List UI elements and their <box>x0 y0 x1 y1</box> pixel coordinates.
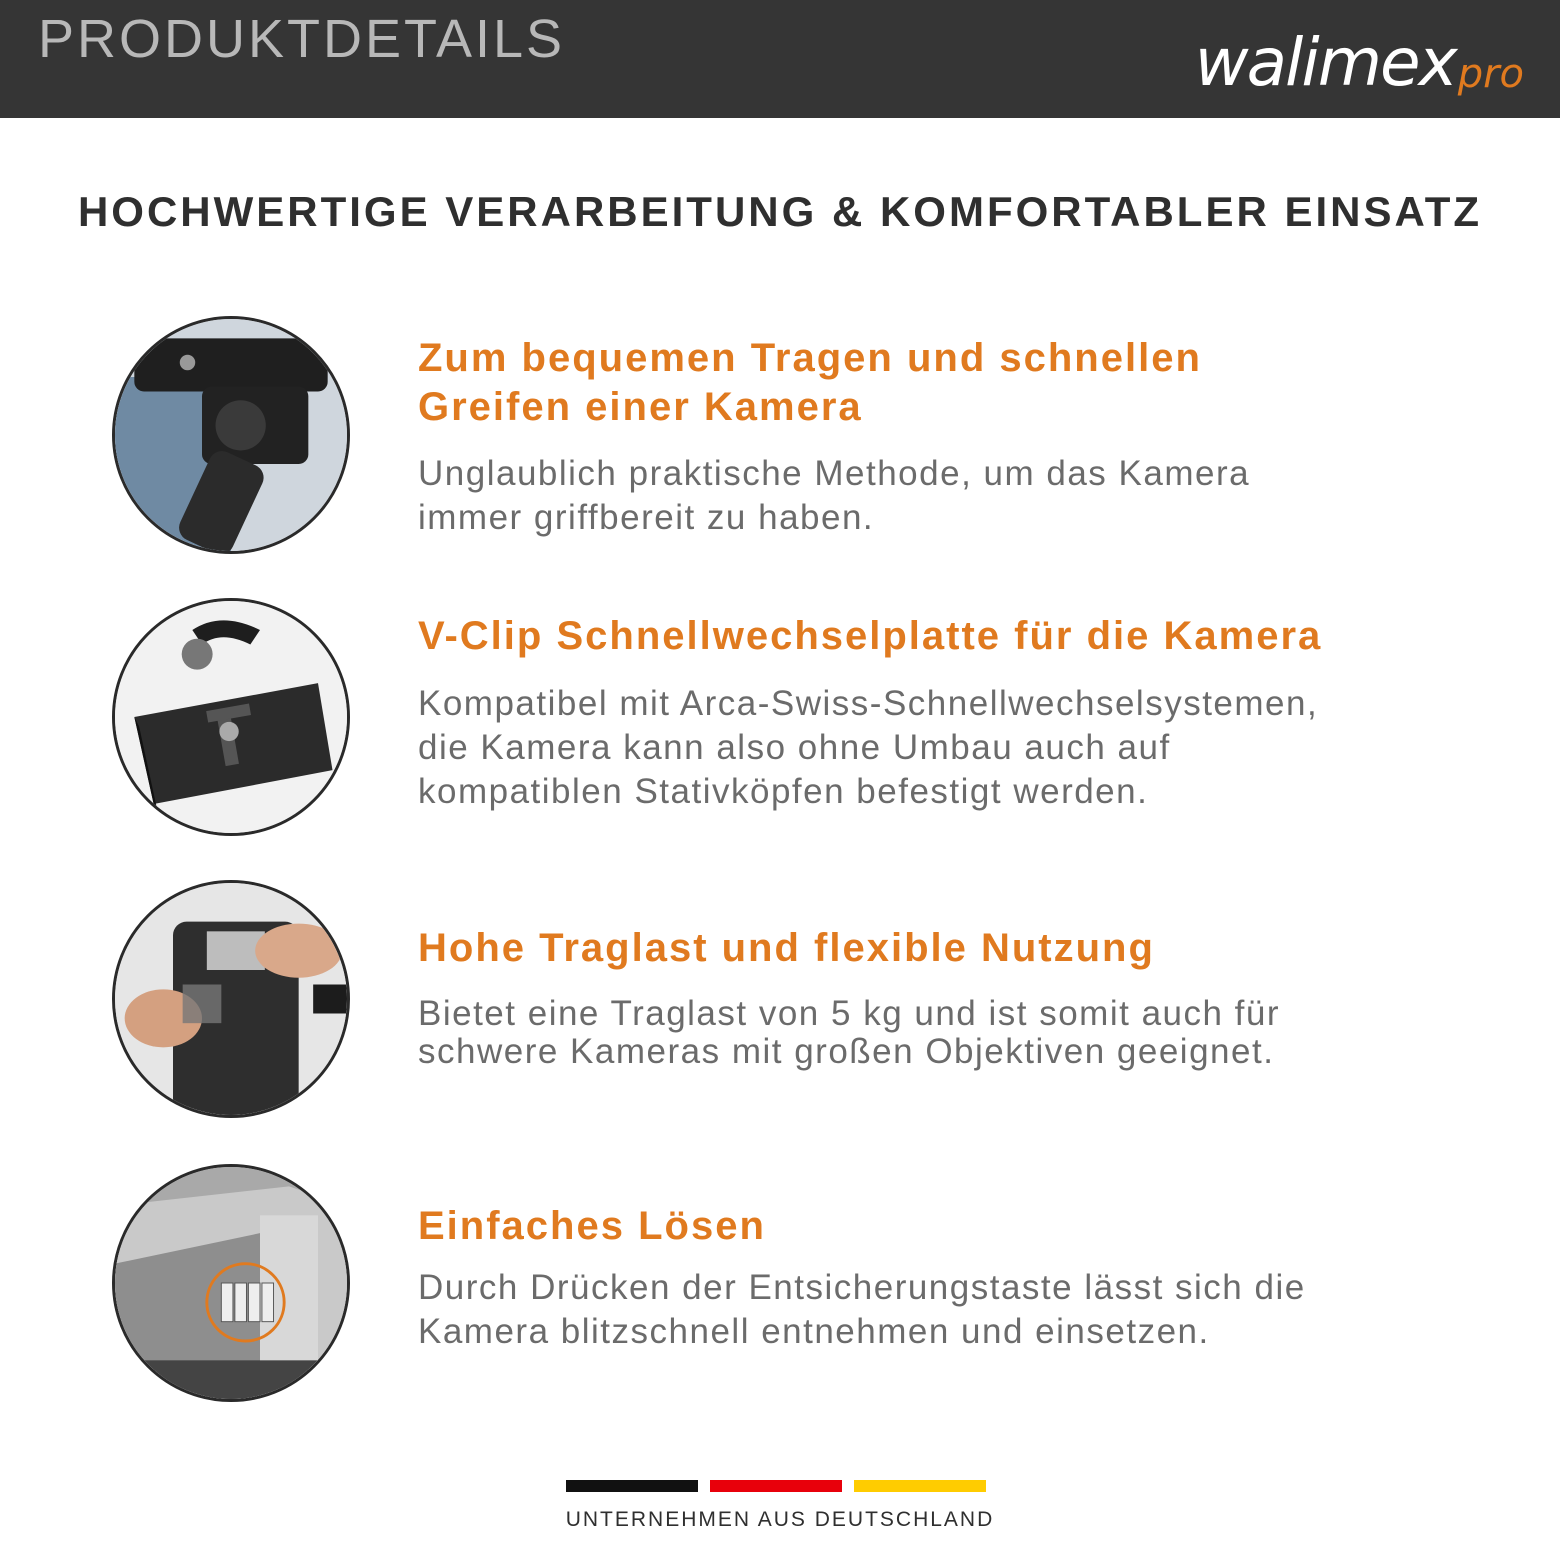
feature-title-line: V-Clip Schnellwechselplatte für die Kamera <box>418 614 1323 658</box>
camera-belt-illustration <box>115 319 347 551</box>
quick-release-plate-photo <box>112 598 350 836</box>
header-title: PRODUKTDETAILS <box>38 9 566 69</box>
feature-title <box>418 1202 1478 1251</box>
feature-description <box>418 1266 1498 1354</box>
feature-title <box>418 924 1478 973</box>
feature-description-line: Kompatibel mit Arca-Swiss-Schnellwechselsystemen, <box>418 684 1319 723</box>
camera-on-belt-photo <box>112 316 350 554</box>
feature-title-line: Greifen einer Kamera <box>418 385 863 429</box>
feature-description <box>418 452 1498 540</box>
feature-description-line: kompatiblen Stativköpfen befestigt werden. <box>418 772 1149 811</box>
feature-description <box>418 682 1498 814</box>
feature-description <box>418 992 1498 1074</box>
flag-stripe-gold <box>854 1480 986 1492</box>
feature-description-line: Durch Drücken der Entsicherungstaste lässt sich die <box>418 1268 1306 1307</box>
logo-main-text: walimex <box>1194 24 1456 101</box>
flag-stripe-red <box>710 1480 842 1492</box>
logo-pro-text: pro <box>1457 51 1524 97</box>
footer-text: UNTERNEHMEN AUS DEUTSCHLAND <box>565 1508 995 1531</box>
release-button-photo <box>112 1164 350 1402</box>
feature-description-line: Unglaublich praktische Methode, um das Kamera <box>418 454 1251 493</box>
release-button-illustration <box>115 1167 347 1399</box>
pouch-illustration <box>115 883 347 1115</box>
feature-title <box>418 334 1478 432</box>
feature-description-line: Bietet eine Traglast von 5 kg und ist somit auch für <box>418 994 1281 1033</box>
feature-title-line: Zum bequemen Tragen und schnellen <box>418 336 1202 380</box>
feature-description-line: schwere Kameras mit großen Objektiven geeignet. <box>418 1032 1275 1071</box>
german-flag-stripes <box>566 1480 986 1492</box>
header-bar <box>0 0 1560 118</box>
feature-title <box>418 612 1478 661</box>
feature-title-line: Einfaches Lösen <box>418 1204 766 1248</box>
holster-pouch-photo <box>112 880 350 1118</box>
feature-description-line: die Kamera kann also ohne Umbau auch auf <box>418 728 1171 767</box>
section-heading: HOCHWERTIGE VERARBEITUNG & KOMFORTABLER EINSATZ <box>77 188 1483 235</box>
plate-illustration <box>115 601 347 833</box>
feature-title-line: Hohe Traglast und flexible Nutzung <box>418 926 1155 970</box>
flag-stripe-black <box>566 1480 698 1492</box>
walimex-pro-logo <box>1194 6 1524 101</box>
feature-description-line: immer griffbereit zu haben. <box>418 498 875 537</box>
feature-description-line: Kamera blitzschnell entnehmen und einsetzen. <box>418 1312 1210 1351</box>
